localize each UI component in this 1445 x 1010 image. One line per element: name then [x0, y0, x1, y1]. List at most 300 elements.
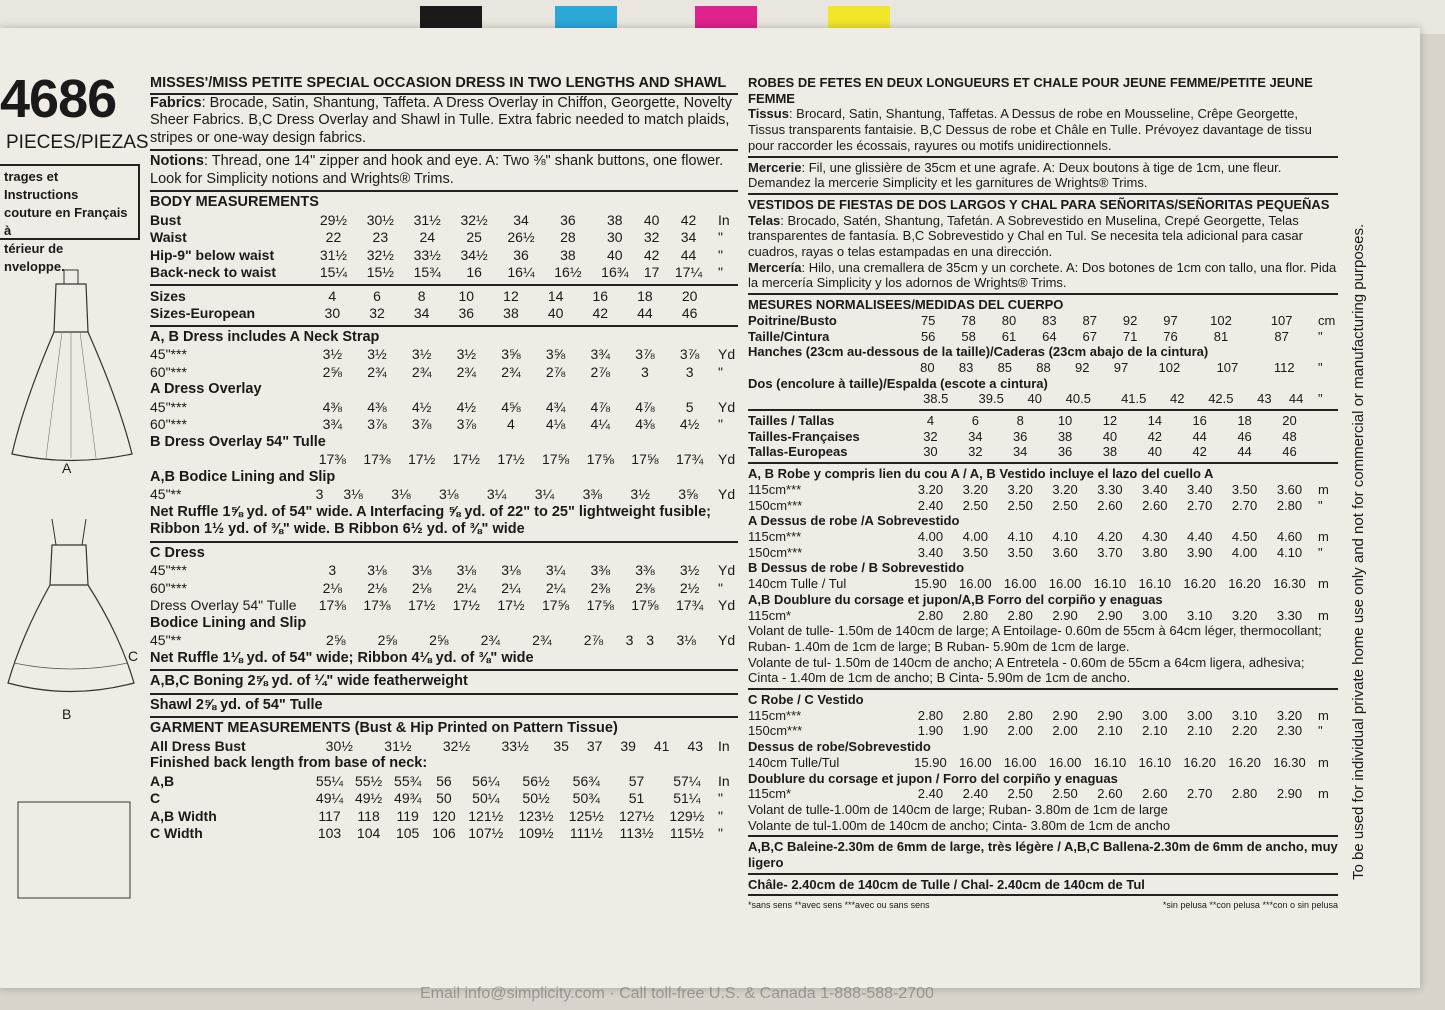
table-cell: 3⅜	[635, 562, 655, 578]
table-cell: 3.20	[1231, 607, 1258, 623]
table-cell: 3.50	[962, 544, 988, 560]
table-cell: 32	[369, 305, 385, 321]
table-cell: 4⅞	[590, 398, 610, 415]
table-cell: 3.00	[1187, 707, 1213, 723]
table-cell: 10	[1057, 413, 1073, 429]
instructions-line: couture en Français à	[4, 205, 128, 238]
table-cell: 83	[958, 359, 974, 375]
table-cell: 56	[436, 772, 452, 789]
table-cell: 97	[1113, 359, 1129, 375]
table-row	[150, 738, 738, 756]
table-cell: 34	[413, 305, 430, 321]
table-cell: 17⅝	[541, 451, 570, 467]
table-cell: 3.40	[1142, 481, 1168, 497]
unit-cell	[1312, 429, 1338, 445]
table-cell: 10	[458, 287, 475, 304]
table-row	[748, 545, 1338, 561]
table-cell: 50¾	[572, 790, 600, 806]
table-cell: 2.80	[962, 707, 988, 723]
table-cell: 92	[1075, 359, 1090, 375]
table-cell: 61	[1001, 328, 1017, 344]
table-row	[748, 429, 1338, 445]
table-cell: 17⅝	[586, 451, 614, 467]
table-cell: 40	[607, 246, 623, 263]
table-cell: 4½	[411, 398, 432, 415]
garment-table	[150, 738, 738, 756]
row-label: 150cm***	[748, 723, 803, 739]
table-cell: 2¾	[501, 363, 521, 380]
table-cell: 2.50	[962, 497, 988, 513]
divider	[748, 193, 1338, 195]
table-cell: 3⅛	[439, 486, 459, 502]
row-label: Tailles-Françaises	[748, 428, 860, 444]
table-row	[748, 413, 1338, 429]
row-label: A,B Width	[150, 807, 217, 824]
table-cell: 34	[513, 211, 529, 228]
row-label: 45"***	[150, 346, 187, 362]
table-cell: 14	[547, 287, 564, 304]
table-cell: 2.00	[1007, 723, 1033, 739]
table-cell: 40	[1147, 444, 1163, 460]
garment-measurements-header: GARMENT MEASUREMENTS (Bust & Hip Printed on Pattern Tissue)	[150, 720, 618, 736]
table-cell: 16.10	[1093, 576, 1127, 592]
table-cell: 16½	[554, 264, 582, 280]
row-label: Bust	[150, 211, 182, 228]
table-cell: 103	[317, 825, 342, 841]
table-cell: 43	[687, 737, 703, 754]
table-cell: 2.80	[1276, 497, 1303, 513]
table-cell: 3.20	[917, 481, 944, 497]
section-heading: A, B Robe y compris lien du cou A / A, B Vestido incluye el lazo del cuello A	[748, 466, 1214, 482]
table-cell: 67	[1082, 328, 1097, 344]
boning-text: A,B,C Boning 2⅝ yd. of ¼" wide featherweight	[150, 673, 468, 689]
table-cell: 3.20	[1276, 707, 1303, 723]
table-cell: 109½	[518, 825, 554, 841]
table-cell: 4.40	[1187, 528, 1213, 544]
table-cell: 28	[560, 229, 576, 245]
unit-cell: "	[1318, 497, 1323, 513]
table-row	[748, 608, 1338, 624]
table-cell: 3.00	[1142, 607, 1168, 623]
yardage-section-ab	[150, 329, 738, 504]
table-cell: 83	[1042, 312, 1057, 328]
table-cell: 115½	[669, 825, 704, 841]
table-cell: 2½	[679, 579, 700, 596]
unit-cell: m	[1318, 576, 1329, 592]
table-cell: 4⅞	[635, 398, 655, 415]
instructions-line: nveloppe.	[4, 259, 65, 274]
mercerie-label: Mercerie	[748, 159, 802, 175]
table-cell: 4.00	[917, 528, 944, 544]
table-cell: 85	[997, 359, 1013, 375]
table-cell: 44	[1192, 428, 1207, 444]
table-cell: 125½	[568, 807, 604, 824]
unit-cell: "	[718, 264, 723, 280]
english-column	[150, 75, 738, 843]
row-label: C	[150, 790, 161, 806]
table-cell: 6	[373, 287, 381, 304]
instructions-line: trages et Instructions	[4, 169, 79, 202]
fabrics-paragraph	[150, 95, 738, 148]
footnotes	[748, 898, 1338, 914]
table-cell: 2⅞	[583, 632, 604, 648]
volant-fr-text: Volant de tulle- 1.50m de 140cm de large; A Entoilage- 0.60m de 55cm à 64cm léger, thermocollant; Ruban- 1.40m de 1cm de large; B Ruban- 5.90m de 1cm de large.	[748, 623, 1322, 654]
table-cell: 71	[1122, 328, 1138, 344]
table-row	[150, 825, 738, 843]
divider	[150, 190, 738, 192]
unit-cell: m	[1318, 786, 1329, 802]
divider	[748, 688, 1338, 690]
table-cell: 3⅛	[676, 632, 696, 648]
table-cell: 17⅝	[631, 597, 659, 613]
table-cell: 117	[318, 807, 341, 824]
table-cell: 39.5	[978, 391, 1004, 407]
table-cell: 3.80	[1142, 544, 1168, 560]
divider	[150, 284, 738, 286]
table-cell: 23	[372, 229, 389, 245]
table-cell: 40	[643, 211, 660, 228]
table-row	[150, 580, 738, 598]
table-cell: 88	[1036, 359, 1051, 375]
row-label: 45"***	[150, 562, 187, 578]
table-cell: 2⅛	[411, 579, 432, 596]
row-label	[748, 360, 908, 376]
divider	[748, 156, 1338, 158]
table-cell: 16.00	[959, 576, 992, 592]
table-cell: 30½	[366, 211, 394, 228]
table-cell: 30	[324, 305, 341, 321]
table-cell: 102	[1158, 359, 1181, 375]
table-cell: 44	[637, 305, 653, 321]
table-cell: 17¾	[676, 451, 704, 467]
table-cell: 3.10	[1231, 707, 1258, 723]
section-heading: C Robe / C Vestido	[748, 692, 864, 708]
footnote-fr: *sans sens **avec sens ***avec ou sans sens	[748, 900, 930, 911]
table-cell: 2⅞	[545, 363, 566, 380]
table-cell: 46	[1237, 428, 1252, 444]
table-cell: 34	[680, 229, 697, 245]
table-cell: 2.90	[1052, 607, 1078, 623]
unit-cell: Yd	[718, 451, 736, 467]
unit-cell: "	[1318, 328, 1323, 344]
table-cell: 3.00	[1142, 707, 1168, 723]
table-cell: 46	[1282, 444, 1297, 460]
table-cell: 3⅛	[501, 562, 521, 578]
table-cell: 2.50	[1007, 786, 1033, 802]
table-cell: 50½	[522, 790, 550, 806]
table-cell: 5	[685, 398, 694, 415]
table-cell: 3.10	[1187, 607, 1213, 623]
table-cell: 4⅜	[635, 416, 655, 432]
table-cell: 32½	[366, 246, 394, 263]
merceria-paragraph	[748, 260, 1338, 291]
row-label: All Dress Bust	[150, 737, 246, 754]
table-cell: 16¼	[507, 264, 535, 280]
table-cell: 2.10	[1187, 723, 1213, 739]
table-cell: 42	[680, 211, 697, 228]
table-cell: 2.50	[1007, 497, 1033, 513]
net-ruffle-c: Net Ruffle 1⅛ yd. of 54" wide; Ribbon 4⅛ yd. of ⅜" wide	[150, 649, 534, 666]
section-heading: A Dress Overlay	[150, 381, 262, 397]
table-cell: 3.70	[1097, 544, 1123, 560]
table-cell: 4¾	[545, 398, 566, 415]
table-cell: 16.00	[1048, 576, 1082, 592]
table-cell: 2.90	[1097, 607, 1123, 623]
table-cell: 16.20	[1183, 576, 1216, 592]
unit-cell: In	[718, 772, 730, 789]
table-cell: 4.10	[1276, 544, 1303, 560]
table-cell: 111½	[569, 825, 603, 841]
table-cell: 50¼	[472, 790, 500, 806]
table-cell: 2.70	[1187, 497, 1213, 513]
table-cell: 6	[971, 413, 979, 429]
table-cell: 16.00	[1003, 576, 1037, 592]
table-cell: 120	[432, 807, 456, 824]
table-cell: 17⅜	[318, 451, 346, 467]
unit-cell: "	[718, 579, 723, 596]
table-cell: 17⅝	[586, 597, 614, 613]
table-cell: 3⅛	[343, 486, 363, 502]
table-cell: 24	[419, 229, 436, 245]
merceria-label: Mercería	[748, 259, 802, 275]
table-cell: 56¾	[572, 772, 600, 789]
table-cell: 3	[685, 363, 694, 380]
table-cell: 17¾	[676, 597, 704, 613]
divider	[748, 462, 1338, 464]
yardage-table	[748, 576, 1338, 592]
body-measurements-table	[150, 212, 738, 282]
row-label: 115cm***	[748, 528, 802, 544]
row-label	[150, 451, 310, 469]
table-cell: 3.20	[1052, 481, 1078, 497]
table-cell: 26½	[507, 229, 535, 245]
table-cell: 36	[1012, 428, 1028, 444]
table-cell: 16.20	[1183, 754, 1216, 770]
mercerie-paragraph	[748, 160, 1338, 191]
divider	[150, 325, 738, 327]
tailles-table	[748, 413, 1338, 460]
table-cell: 3½	[411, 346, 432, 362]
table-cell: 51	[628, 790, 645, 806]
table-row	[150, 212, 738, 230]
unit-cell: Yd	[718, 562, 736, 578]
table-cell: 31½	[413, 211, 441, 228]
yardage-table	[150, 346, 738, 381]
table-cell: 2.50	[1052, 786, 1078, 802]
table-cell: 3⅛	[411, 562, 432, 578]
table-cell: 17⅜	[318, 597, 346, 613]
divider	[748, 835, 1338, 837]
table-cell: 3	[625, 632, 634, 648]
table-cell: 3⅝	[678, 486, 698, 502]
table-cell: 35	[553, 737, 569, 754]
table-cell: 2⅜	[635, 579, 655, 596]
table-cell: 2.80	[1231, 786, 1258, 802]
section-heading: A,B Doublure du corsage et jupon/A,B Forro del corpiño y enaguas	[748, 591, 1163, 607]
table-cell: 48	[1282, 428, 1297, 444]
table-cell: 75	[920, 312, 936, 328]
table-cell: 3⅞	[456, 416, 477, 432]
contact-footer: Email info@simplicity.com · Call toll-free U.S. & Canada 1-888-588-2700	[420, 985, 934, 1002]
table-cell: 41	[653, 737, 670, 754]
table-row	[748, 755, 1338, 771]
merceria-text: : Hilo, una cremallera de 35cm y un corchete. A: Dos botones de 1cm con tallo, una flor. Pida la mercería Simplicity y los adornos de Wrights® Trims.	[748, 259, 1337, 291]
table-cell: 16.00	[959, 754, 992, 770]
table-cell: 2⅝	[429, 632, 449, 648]
table-cell: 42	[1192, 444, 1207, 460]
table-cell: 58	[961, 328, 976, 344]
french-spanish-column	[748, 75, 1338, 914]
table-cell: 4½	[679, 416, 700, 432]
table-cell: 34½	[460, 246, 488, 263]
table-cell: 3⅛	[456, 562, 477, 578]
row-label	[748, 391, 908, 407]
divider	[748, 873, 1338, 875]
table-cell: 2.10	[1097, 723, 1123, 739]
table-cell: 17½	[497, 451, 525, 467]
table-cell: 50	[436, 790, 452, 806]
table-cell: 2.40	[917, 786, 944, 802]
table-row	[748, 482, 1338, 498]
table-row	[748, 708, 1338, 724]
table-cell: 49½	[354, 790, 383, 806]
table-cell: 16.30	[1273, 576, 1306, 592]
table-cell: 16	[1192, 413, 1207, 429]
table-cell: 87	[1274, 328, 1289, 344]
baleine-text: A,B,C Baleine-2.30m de 6mm de large, très légère / A,B,C Ballena-2.30m de 6mm de ancho, muy ligero	[748, 839, 1338, 871]
table-row	[748, 444, 1338, 460]
table-cell: 34	[968, 428, 983, 444]
chale-text: Châle- 2.40cm de 140cm de Tulle / Chal- 2.40cm de 140cm de Tul	[748, 876, 1145, 892]
table-cell: 25	[466, 229, 482, 245]
volant-c-fr: Volant de tulle-1.00m de 140cm de large; Ruban- 3.80m de 1cm de large	[748, 801, 1168, 817]
table-cell: 3¼	[486, 486, 507, 502]
table-cell: 4	[926, 413, 935, 429]
table-cell: 17⅜	[363, 451, 391, 467]
table-cell: 3	[315, 486, 324, 502]
table-cell: 2⅛	[367, 579, 387, 596]
notions-label: Notions	[150, 153, 204, 169]
row-label: Dress Overlay 54" Tulle	[150, 597, 297, 613]
table-row	[150, 247, 738, 265]
row-label: 140cm Tulle/Tul	[748, 754, 840, 770]
table-cell: 3½	[367, 346, 387, 362]
row-label: 150cm***	[748, 497, 803, 513]
table-row	[748, 786, 1338, 802]
table-cell: 42	[1147, 428, 1163, 444]
table-cell: 30	[923, 444, 938, 460]
table-cell: 38	[503, 305, 519, 321]
table-cell: 3	[328, 562, 337, 578]
table-cell: 17½	[408, 597, 436, 613]
divider	[150, 149, 738, 151]
table-cell: 14	[1147, 413, 1163, 429]
unit-cell: "	[718, 807, 723, 824]
table-cell: 2.60	[1142, 497, 1168, 513]
table-cell: 36	[513, 246, 529, 263]
unit-cell: m	[1318, 754, 1329, 770]
table-cell: 3½	[679, 562, 700, 578]
unit-cell	[1312, 444, 1338, 460]
table-cell: 4.10	[1052, 528, 1078, 544]
table-cell: 97	[1163, 312, 1178, 328]
unit-cell: Yd	[718, 486, 736, 502]
dos-table	[748, 391, 1338, 407]
table-cell: 39	[620, 737, 636, 754]
yardage-table	[748, 708, 1338, 739]
view-bc-sketch	[4, 515, 144, 700]
table-cell: 42	[1170, 391, 1185, 407]
table-cell: 17½	[497, 597, 525, 613]
table-cell: 2⅞	[590, 363, 610, 380]
table-cell: 81	[1213, 328, 1229, 344]
table-cell: 107½	[468, 825, 504, 841]
table-cell: 3¼	[545, 562, 566, 578]
table-cell: 43	[1257, 391, 1272, 407]
table-cell: 4.00	[962, 528, 988, 544]
yardage-table	[150, 632, 738, 650]
table-cell: 46	[681, 305, 698, 321]
unit-cell: "	[1318, 359, 1323, 375]
yardage-section-c	[150, 545, 738, 650]
telas-paragraph	[748, 213, 1338, 260]
table-cell: 127½	[619, 807, 655, 824]
table-cell: 102	[1210, 312, 1232, 328]
table-cell: 51¼	[673, 790, 701, 806]
table-row	[150, 229, 738, 247]
table-cell: 107	[1216, 359, 1239, 375]
mesures-table	[748, 313, 1338, 344]
table-cell: 2.60	[1097, 786, 1123, 802]
divider	[748, 293, 1338, 295]
table-cell: 3⅞	[635, 346, 655, 362]
table-cell: 119	[396, 807, 419, 824]
table-cell: 38	[607, 211, 623, 228]
shawl-sketch	[4, 770, 144, 900]
table-cell: 4.60	[1276, 528, 1303, 544]
table-cell: 3.30	[1097, 481, 1123, 497]
table-cell: 2.50	[1052, 497, 1078, 513]
table-cell: 4	[507, 416, 515, 432]
table-cell: 2.80	[1007, 707, 1033, 723]
net-ruffle-a: Net Ruffle 1⅝ yd. of 54" wide. A Interfacing ⅝ yd. of 22" to 25" lightweight fusible; Ribbon 1½ yd. of ⅜" wide. B Ribbon 6½ yd. of ⅜" wide	[150, 503, 711, 537]
section-heading: B Dessus de robe / B Sobrevestido	[748, 560, 965, 576]
instructions-line: térieur de	[4, 241, 64, 256]
table-cell: 33½	[413, 246, 441, 263]
unit-cell: "	[1318, 391, 1323, 407]
notions-paragraph	[150, 153, 738, 188]
section-heading: Dessus de robe/Sobrevestido	[748, 739, 931, 755]
mercerie-text: : Fil, une glissière de 35cm et une agrafe. A: Deux boutons à tige de 1cm, une fleur. Demandez la mercerie Simplicity et les garnitures de Wrights® Trims.	[748, 159, 1282, 191]
table-cell: 44	[680, 246, 697, 263]
yardage-table	[150, 399, 738, 434]
table-cell: 3.20	[962, 481, 988, 497]
table-cell: 16.10	[1138, 754, 1172, 770]
section-heading: A,B Bodice Lining and Slip	[150, 468, 336, 485]
table-cell: 3¾	[590, 346, 610, 362]
table-cell: 17½	[452, 451, 480, 467]
table-cell: 3.50	[1007, 544, 1033, 560]
table-row	[150, 264, 738, 282]
table-cell: 3.40	[1187, 481, 1213, 497]
yardage-table	[748, 755, 1338, 771]
table-cell: 32	[923, 428, 938, 444]
table-cell: 16.00	[1048, 754, 1082, 770]
table-cell: 40.5	[1065, 391, 1091, 407]
table-cell: 32	[968, 444, 983, 460]
row-label: 115cm*	[748, 607, 792, 623]
table-cell: 15.90	[914, 576, 947, 592]
